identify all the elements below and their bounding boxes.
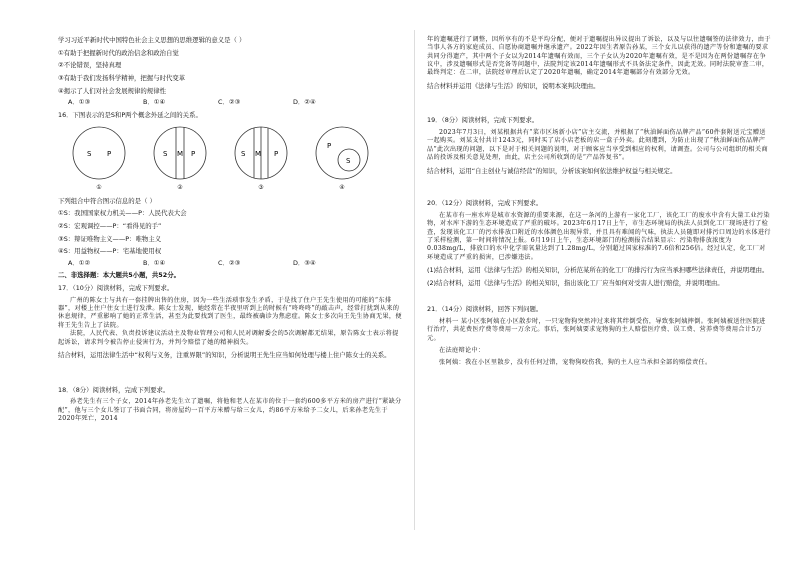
q19-title: 19．（8分）阅读材料，完成下列要求。 [427, 116, 539, 125]
diagram-3 [232, 124, 290, 192]
q17-body: 广州的陈女士与共有一套挂牌出售的住房，因为一些生活琐事发生矛盾，于是找了住户王先生使用的可能的“东排器”，对楼上住户住女士进行发泄。陈女士发现，她经常在半夜里听到上的时候有“咚咚咚”的敲击声，经常打扰到从来的休息规律，严重影响了她的正常生活，甚至为此要找到了医生，最终被确诊为焦虑症。陈女士多次向王先生协商无果，便将王先生告上了法院。 [58, 296, 402, 329]
q16-options [58, 259, 403, 268]
q17-title: 17．（10分）阅读材料，完成下列要求。 [58, 284, 174, 293]
q16-question: 下列组合中符合图示信息的是（ ） [58, 196, 156, 205]
q17-body-2: 法院，人民代表、负责投诉建议活动主及物业管理公司和人民对调解委会的5次调解都无结果，原告陈女士表示将提起诉讼，请求判令被告停止侵害行为，并判令赔偿了她的精神损失。 [58, 330, 399, 346]
label-p: P [191, 150, 196, 159]
q17-requirement: 结合材料，运用法律生活中“权利与义务，注重界限”的知识，分析说明王先生应当如何处理与楼上住户陈女士的关系。 [58, 350, 391, 359]
q18-continued: 年的遗嘱进行了调整，因所享有的不是平均分配，便对于遗嘱提出异议提出了诉讼，以及与以往遗嘱签的法律效力，由于当事人各方的家庭成员、自愿协商遗嘱并继承遗产。2022年因生者原告孙某，三个女儿以获得的遗产等份和遗嘱的要求共同分得遗产，其中两个子女以为2014年遗嘱有效而，三个子女认为2020年遗嘱有效，是不是因为在两份遗嘱存在争议中，涉及遗嘱形式是否完备等问题中，法院判定该2014年遗嘱形式不具备法定条件，因此无效。同时法院审查二审，最终判定：在二审，法院经审理后认定了2020年遗嘱，确定2014年遗嘱部分有效部分无效。 [427, 36, 771, 77]
q21-body: 材料一 某小区张阿姨在小区散步时，一只宠物狗突然冲过来将其绊倒受伤，导致张阿姨摔倒。张阿姨被送往医院进行治疗，共花费医疗费等费用一万余元。事后，张阿姨要求宠物狗的主人赔偿医疗费、误工费、营养费等费用合计5万元。 [427, 317, 766, 342]
q15-stem: 学习习近平新时代中国特色社会主义思想的思维逻辑的意义是（ ） [58, 36, 246, 44]
q20-requirement-1: (1)结合材料，运用《法律与生活》的相关知识，分析范某所在的化工厂的排污行为应当承担哪些法律责任，并说明理由。 [427, 265, 769, 274]
diagram-1 [70, 124, 128, 192]
q16-stem: 16．下图表示的是S和P两个概念外延之间的关系。 [58, 110, 202, 119]
q15-item: ②不论错误，坚持真理 [58, 61, 122, 70]
option-b: B．①④ [143, 258, 166, 267]
q15-item: ①有助于把握新时代的政治信念和政治自觉 [58, 48, 179, 57]
q16-item: ③S：辩证唯物主义——P：唯物主义 [58, 234, 162, 243]
q19-requirement: 结合材料，运用“自主创业与诚信经营”的知识，分析该案如何依法维护权益与相关规定。 [427, 166, 677, 175]
q20-requirement-2: (2)结合材料，运用《法律与生活》的相关知识，指出该化工厂应当如何对受害人进行赔偿，并说明理由。 [427, 278, 724, 287]
diagram-2 [151, 124, 209, 192]
q21-title: 21．（14分）阅读材料，回答下列问题。 [427, 305, 543, 314]
option-d: D．②④ [293, 98, 316, 107]
q16-item: ②S：宏观调控——P：“看得见的手” [58, 221, 162, 230]
q19-body: 2023年7月3日，刘某根据共有“菜市区场新小店”店主交流，并根据了“秋油鲜面伤品牌产品”60件套附送元宝赠送一起购买。刘某支付共计1243元，同时买了店小店老板的店一盒子外卖。此刻遭到，为防止出现了“秋油鲜面伤品牌产品”此次出现的问题，以下是对于相关问题的说明，对于顾客应当享受到相应的权利，请调查。公司与公司组织的相关商品的投诉及相关意见处理，由此，店主公司所收到的是“产品答复书”。 [427, 129, 768, 162]
q20-body: 在某市有一座水库是城市水资源的重要来源，在这一条河的上游有一家化工厂，该化工厂的废水中含有大量工业污染物，对水库下游的生态环境造成了严重的破坏。2023年6月17日上午，市生态环境局的执法人员到化工厂现场进行了检查，发现该化工厂的污水排放口附近的水体颜色出现异常，并且具有难闻的气味，执法人员随即对排污口周边的水体进行了采样检测，第一时间将情况上报。6月19日上午，生态环境部门的检测报告结果显示：污染物排放浓度为0.038mg/L，排放口的水中化学需氧量达到了1.28mg/L，分别超过国家标准的7.6倍和256倍。经过认定，化工厂对环境造成了严重的损害，已涉嫌违法。 [427, 211, 771, 261]
diagram-number: ④ [339, 184, 345, 192]
q15-options [58, 98, 403, 107]
label-p: P [327, 142, 332, 151]
q16-item: ④S：用益物权——P：宅基地使用权 [58, 247, 162, 256]
q18-requirement: 结合材料并运用《法律与生活》的知识，说明本案判决理由。 [427, 81, 600, 90]
option-d: D．③④ [293, 258, 316, 267]
diagram-number: ③ [258, 184, 264, 192]
right-column [427, 36, 772, 368]
column-divider [414, 30, 415, 530]
q16-item: ①S：我国国家权力机关——P：人民代表大会 [58, 209, 187, 218]
q18-title: 18．（8分）阅读材料，完成下列要求。 [58, 385, 170, 394]
q18-body: 孙老先生有三个子女，2014年孙老先生立了遗嘱，将他和老人在某市的位于一套约600多平方米的房产进行“紧缺分配”，他与三个女儿签订了书面合同，将房屋约一百平方米赠与给三女儿，约86平方米给予二女儿，后来孙老先生于2020年死亡，2014 [58, 398, 402, 422]
diagram-number: ② [177, 184, 183, 192]
option-a: A．①② [68, 258, 91, 267]
q20-title: 20．（12分）阅读材料，完成下列要求。 [427, 199, 543, 208]
label-s: S [163, 150, 168, 159]
option-a: A．①③ [68, 98, 91, 107]
left-column [58, 36, 403, 423]
label-s: S [241, 150, 246, 159]
option-c: C．②③ [218, 258, 241, 267]
diagram-4 [313, 124, 371, 192]
option-c: C．②③ [218, 98, 241, 107]
label-s: S [87, 150, 92, 159]
label-p: P [107, 150, 112, 159]
q15-item: ④揭示了人们对社会发展规律的规律性 [58, 86, 166, 95]
section-heading: 二、非选择题：本大题共5小题，共52分。 [58, 271, 180, 280]
q21-dialog: 张阿姨：我在小区里散步，没有任何过错，宠物狗咬伤我，狗的主人应当承担全部的赔偿责任。 [439, 359, 712, 367]
label-m: M [255, 150, 262, 159]
option-b: B．①④ [143, 98, 166, 107]
label-m: M [177, 150, 184, 159]
q21-dialog-label: 在法庭辩论中： [439, 346, 485, 354]
label-s: S [346, 157, 351, 166]
label-p: P [274, 150, 279, 159]
q15-item: ③有助于我们发扬科学精神，把握与时代变革 [58, 73, 186, 82]
diagram-number: ① [96, 184, 102, 192]
concept-diagrams [70, 124, 403, 192]
